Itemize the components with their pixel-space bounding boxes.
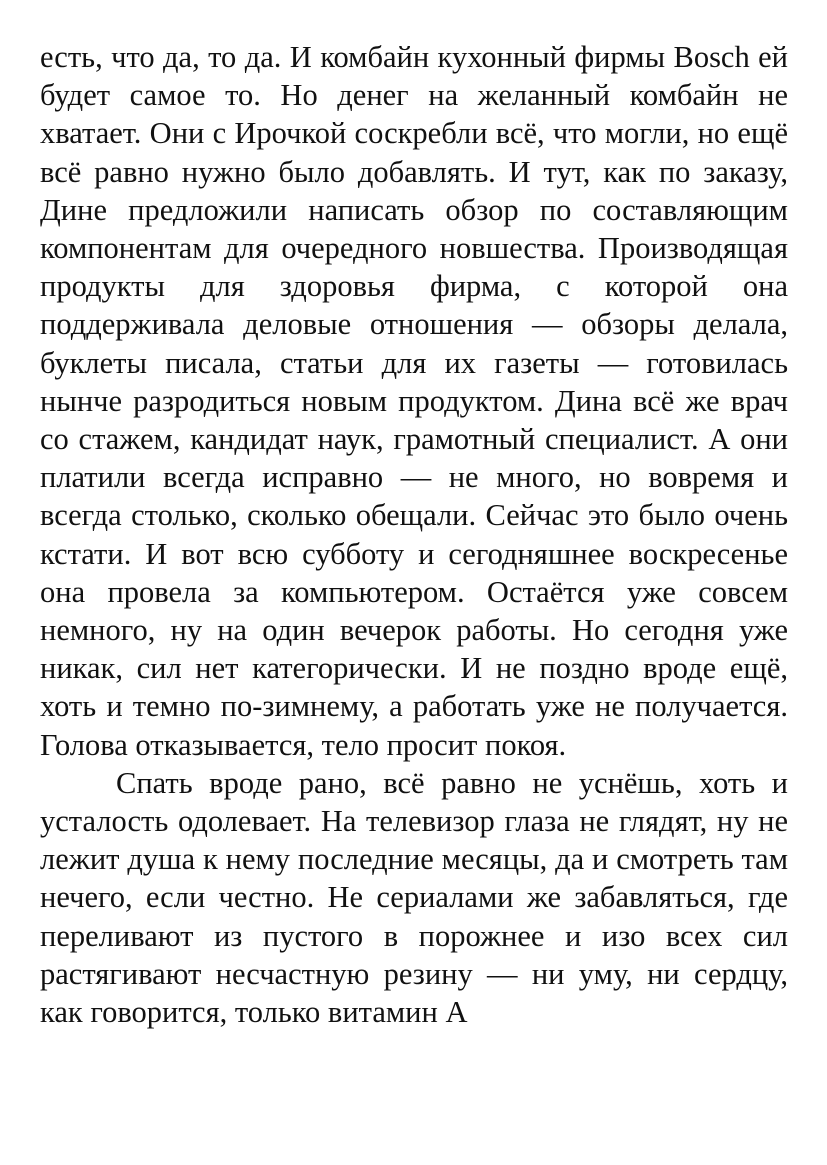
paragraph-1: есть, что да, то да. И комбайн кухонный фирмы Bosch ей будет самое то. Но денег на желанный комбайн не хватает. Они с Ирочкой соскребли всё, что могли, но ещё всё равно нужно было добавлять. И тут, как по заказу, Дине предложили написать обзор по составляющим компонентам для очередного новшества. Производящая продукты для здоровья фирма, с которой она поддерживала деловые отношения — обзоры делала, буклеты писала, статьи для их газеты — готовилась нынче разродиться новым продуктом. Дина всё же врач со стажем, кандидат наук, грамотный специалист. А они платили всегда исправно — не много, но вовремя и всегда столько, сколько обещали. Сейчас это было очень кстати. И вот всю субботу и сегодняшнее воскресенье она провела за компьютером. Остаётся уже совсем немного, ну на один вечерок работы. Но сегодня уже никак, сил нет категорически. И не поздно вроде ещё, хоть и темно по-зимнему, а работать уже не получается. Голова отказывается, тело просит покоя.: [40, 40, 788, 762]
document-page: [40, 38, 788, 1031]
paragraph-2: Спать вроде рано, всё равно не уснёшь, хоть и усталость одолевает. На телевизор глаза не глядят, ну не лежит душа к нему последние месяцы, да и смотреть там нечего, если честно. Не сериалами же забавляться, где переливают из пустого в порожнее и изо всех сил растягивают несчастную резину — ни уму, ни сердцу, как говорится, только витамин А: [40, 765, 788, 1030]
